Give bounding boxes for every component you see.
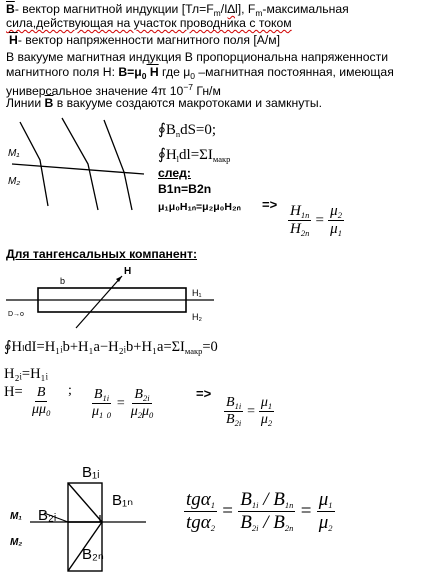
label-m1: M₁ <box>10 511 22 522</box>
label-sled: след: <box>158 166 191 180</box>
eq-b1n-b2n: B1n=B2n <box>158 182 212 196</box>
section-title-tangential: Для тангенсальных компанент: <box>6 247 198 261</box>
text-line-5: магнитного поля H: $B=\mu_0$ H где $\mu_0$ –магнитная постоянная, имеющая <box>6 65 394 81</box>
arrow-implies-2: => <box>196 386 212 401</box>
field-line-1 <box>20 122 48 206</box>
vector-b: $\overline{B}$ <box>6 2 15 16</box>
rectangular-loop-diagram <box>4 262 219 332</box>
label-m2: M₂ <box>10 537 23 548</box>
eq-b-mu-ratio: $\frac{B_{1i}}{\mu_1 _0}$ = $\frac{B_{2i}}{\mu_2\mu_0}$ <box>92 387 154 420</box>
label-h1: H₁ <box>192 288 202 298</box>
label-h2: H₂ <box>192 312 202 322</box>
eq-tangent-law: $\frac{tg\alpha_1}{tg\alpha_2}$ = $\frac{B_{1i} / B_{1n}}{B_{2i} / B_{2n}}$ = $\frac{\mu_1}{\mu_2}$ <box>186 489 333 533</box>
label-h: H <box>124 266 132 277</box>
label-m2: M₂ <box>8 176 21 187</box>
frac-b-over-mumu0: $\frac{B}{\mu\mu_0}$ <box>32 385 51 418</box>
frac-h-ratio: $\frac{H_{1n}}{H_{2n}}$ = $\frac{\mu_2}{\mu_1}$ <box>290 203 342 238</box>
text-line-7: Линии $\overline{B}$ в вакууме создаются макротоками и замкнуты. <box>6 96 323 110</box>
eq-mu-h: μ₁μ₀H₁ₙ=μ₂μ₀H₂ₙ <box>158 201 241 213</box>
eq-flux-b: $∮B_ndS=0$; <box>158 122 217 139</box>
label-b: b <box>60 276 66 286</box>
text-line-3: $\overline{H}-$ вектор напряженности магнитного поля [А/м] <box>9 33 281 47</box>
eq-circulation-tangential: $∮H_ldI=H_1ᵢb+H_1a-H_2ᵢb+H_1a=\Sigma I_{макр}=0$ <box>4 339 218 356</box>
b-decomposition-diagram <box>2 453 152 578</box>
upper-diagonal <box>68 483 102 522</box>
field-line-2 <box>62 118 98 210</box>
eq-h2i-h1i: H₂ᵢ=H₁ᵢ <box>4 366 48 382</box>
field-line-3 <box>104 120 132 210</box>
text-line-1: $\overline{B}-$ вектор магнитной индукции $[Тл=F_m/I\Delta l]$, $F_m$-максимальная <box>6 2 349 18</box>
eq-b-ratio-mu-ratio: $\frac{B_{1i}}{B_{2i}}$ = $\frac{\mu_1}{\mu_2}$ <box>226 395 273 428</box>
label-b2n: B₂ₙ <box>82 546 104 563</box>
eq-h-label: H= <box>4 384 23 400</box>
boundary-field-lines-diagram <box>4 114 154 214</box>
text-line-2: сила,действующая на участок проводника с током <box>6 16 292 30</box>
eq-circulation-h: $∮H_ldl=\Sigma I_{макр}$ <box>158 147 231 164</box>
label-b1i: B₁ᵢ <box>82 464 100 481</box>
vector-h: $\overline{H}$ <box>9 33 18 47</box>
label-m1: M₁ <box>8 148 20 159</box>
label-left: D→o <box>8 311 24 318</box>
label-b1n: B₁ₙ <box>112 492 134 509</box>
h-vector-line <box>76 276 122 328</box>
semicolon: ; <box>68 383 72 398</box>
label-b2i: B₂ᵢ <box>38 507 57 524</box>
text-line-4: В вакууме магнитная индукция В пропорциональна напряженности <box>6 50 389 64</box>
arrow-implies-1: => <box>262 197 278 212</box>
text-line-6: универсальное значение 4π $10^{-7}$ Гн/м <box>6 82 221 98</box>
